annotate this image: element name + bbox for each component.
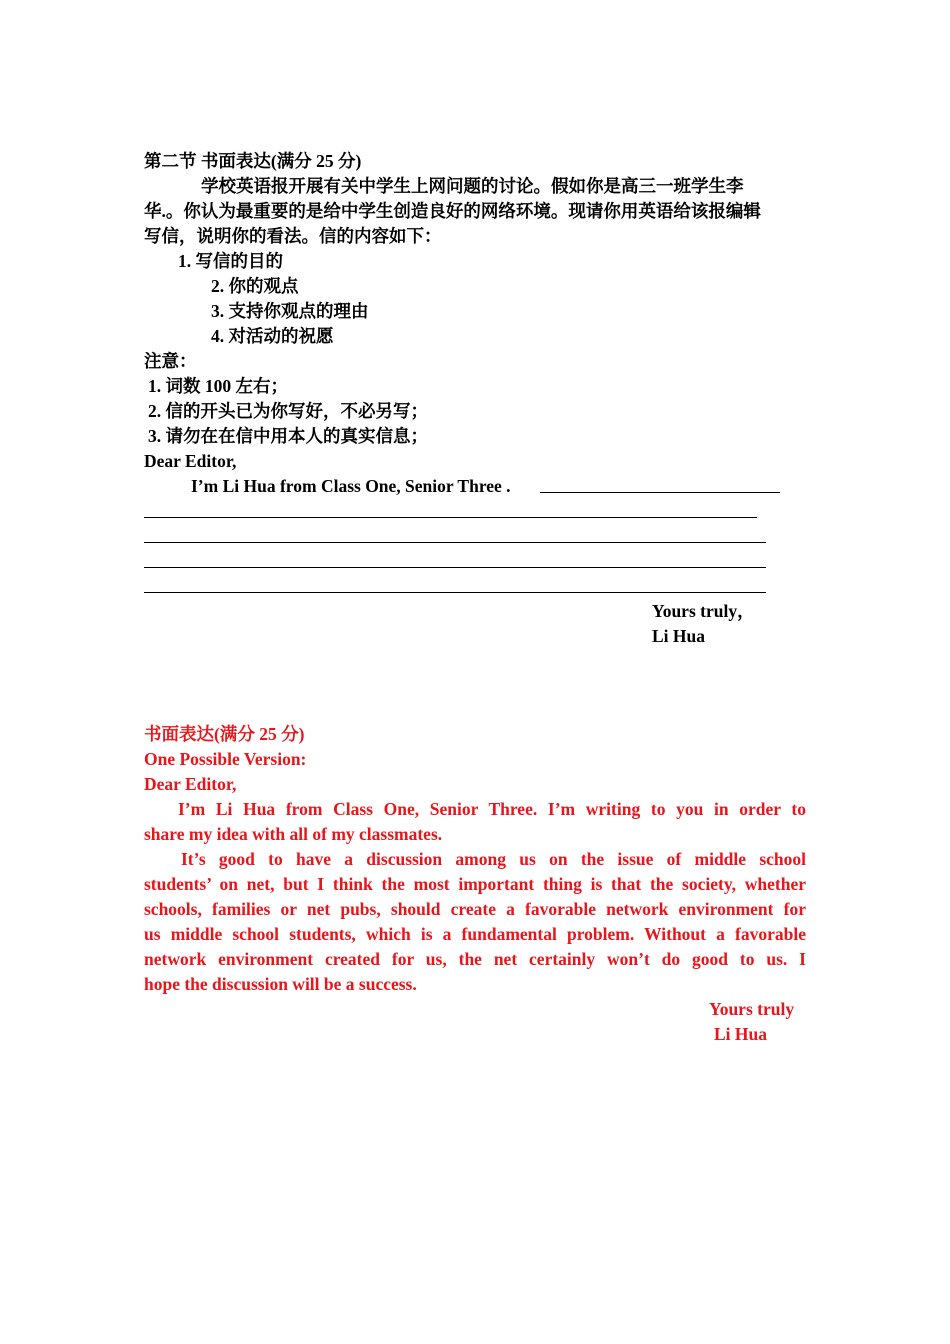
answer-title: 书面表达(满分 25 分) xyxy=(144,724,305,744)
answer-p2-line-3: schools, families or net pubs, should create a favorable network environment for xyxy=(144,899,806,919)
letter-greeting: Dear Editor, xyxy=(144,451,237,471)
notes-title: 注意： xyxy=(144,351,197,371)
writing-blank-line xyxy=(540,492,780,493)
point-3: 3. 支持你观点的理由 xyxy=(211,301,369,321)
answer-p2-line-1: It’s good to have a discussion among us on the issue of middle school xyxy=(181,849,806,869)
intro-line-3: 写信，说明你的看法。信的内容如下： xyxy=(144,226,442,246)
letter-signature: Li Hua xyxy=(652,626,706,646)
note-2: 2. 信的开头已为你写好，不必另写； xyxy=(148,401,428,421)
answer-signature: Li Hua xyxy=(714,1024,768,1044)
answer-p2-line-6: hope the discussion will be a success. xyxy=(144,974,417,994)
point-1: 1. 写信的目的 xyxy=(178,251,283,271)
point-4: 4. 对活动的祝愿 xyxy=(211,326,334,346)
writing-blank-line xyxy=(144,542,766,543)
section-title: 第二节 书面表达(满分 25 分) xyxy=(144,151,362,171)
letter-first-line: I’m Li Hua from Class One, Senior Three . xyxy=(191,476,511,496)
point-2: 2. 你的观点 xyxy=(211,276,299,296)
answer-closing: Yours truly xyxy=(709,999,795,1019)
note-1: 1. 词数 100 左右； xyxy=(148,376,288,396)
answer-version: One Possible Version: xyxy=(144,749,307,769)
answer-p2-line-4: us middle school students, which is a fundamental problem. Without a favorable xyxy=(144,924,806,944)
answer-greeting: Dear Editor, xyxy=(144,774,237,794)
writing-blank-line xyxy=(144,592,766,593)
note-3: 3. 请勿在在信中用本人的真实信息； xyxy=(148,426,428,446)
letter-closing: Yours truly， xyxy=(652,601,755,621)
answer-p1-line-1: I’m Li Hua from Class One, Senior Three. I’m writing to you in order to xyxy=(178,799,806,819)
writing-blank-line xyxy=(144,517,757,518)
answer-p2-line-2: students’ on net, but I think the most important thing is that the society, whether xyxy=(144,874,806,894)
writing-blank-line xyxy=(144,567,766,568)
answer-p2-line-5: network environment created for us, the net certainly won’t do good to us. I xyxy=(144,949,806,969)
intro-line-2: 华.。你认为最重要的是给中学生创造良好的网络环境。现请你用英语给该报编辑 xyxy=(144,201,761,221)
answer-p1-line-2: share my idea with all of my classmates. xyxy=(144,824,443,844)
intro-line-1: 学校英语报开展有关中学生上网问题的讨论。假如你是高三一班学生李 xyxy=(201,176,744,196)
